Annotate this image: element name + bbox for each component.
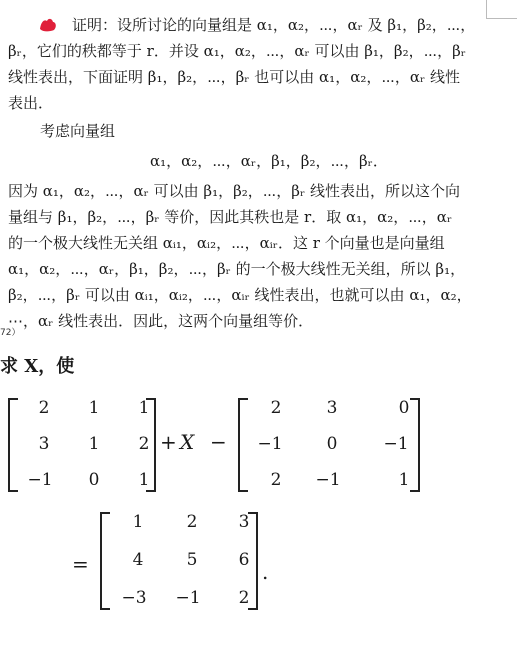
- equals-sign: =: [72, 552, 89, 576]
- variable-x: X: [180, 430, 195, 454]
- matrix-3-left-bracket: [100, 512, 110, 610]
- matrix-1-cell: 3: [38, 434, 50, 454]
- matrix-2-cell: −1: [315, 470, 341, 490]
- matrix-2-cell: 2: [270, 398, 282, 418]
- period: .: [262, 560, 269, 584]
- matrix-3-cell: 2: [186, 512, 198, 532]
- matrix-1-cell: 2: [38, 398, 50, 418]
- matrix-2-cell: −1: [383, 434, 409, 454]
- matrix-3-cell: 3: [238, 512, 250, 532]
- page-corner-border: [486, 0, 517, 19]
- vector-group-formula: α₁，α₂，⋯，αᵣ，β₁，β₂，⋯，βᵣ．: [150, 152, 388, 170]
- matrix-2-cell: 3: [326, 398, 338, 418]
- page-number: 72）: [0, 328, 21, 338]
- matrix-2-cell: −1: [257, 434, 283, 454]
- proof-line-4: 表出．: [8, 94, 54, 112]
- proof-line-5: 考虑向量组: [40, 122, 116, 140]
- matrix-2-left-bracket: [238, 398, 248, 492]
- matrix-1-cell: −1: [27, 470, 53, 490]
- matrix-1-cell: 0: [88, 470, 100, 490]
- proof-line-12: ⋯，αᵣ 线性表出．因此，这两个向量组等价．: [8, 312, 314, 330]
- matrix-3-cell: 4: [132, 550, 144, 570]
- plus-sign: +: [160, 430, 177, 454]
- matrix-2-cell: 2: [270, 470, 282, 490]
- proof-line-10: α₁，α₂，⋯，αᵣ，β₁，β₂，⋯，βᵣ 的一个极大线性无关组，所以 β₁，: [8, 260, 466, 278]
- proof-line-1: 证明：设所讨论的向量组是 α₁，α₂，⋯，αᵣ 及 β₁，β₂，⋯，: [72, 16, 476, 34]
- proof-line-8: 量组与 β₁，β₂，⋯，βᵣ 等价，因此其秩也是 r．取 α₁，α₂，⋯，αᵣ: [8, 208, 453, 226]
- proof-line-9: 的一个极大线性无关组 αᵢ₁，αᵢ₂，⋯，αᵢᵣ．这 r 个向量也是向量组: [8, 234, 445, 252]
- matrix-1-left-bracket: [8, 398, 18, 492]
- matrix-2-cell: 0: [398, 398, 410, 418]
- matrix-2-cell: 0: [326, 434, 338, 454]
- matrix-3-cell: −1: [175, 588, 201, 608]
- matrix-1-cell: 1: [138, 398, 150, 418]
- proof-line-11: β₂，⋯，βᵣ 可以由 αᵢ₁，αᵢ₂，⋯，αᵢᵣ 线性表出，也就可以由 α₁，α₂，: [8, 286, 472, 304]
- proof-line-2: βᵣ，它们的秩都等于 r．并设 α₁，α₂，⋯，αᵣ 可以由 β₁，β₂，⋯，βᵣ: [8, 42, 466, 60]
- matrix-1-cell: 2: [138, 434, 150, 454]
- matrix-3-cell: 5: [186, 550, 198, 570]
- proof-line-7: 因为 α₁，α₂，⋯，αᵣ 可以由 β₁，β₂，⋯，βᵣ 线性表出，所以这个向: [8, 182, 460, 200]
- problem-heading: 求 X，使: [0, 356, 75, 377]
- matrix-1-cell: 1: [88, 398, 100, 418]
- minus-sign: −: [210, 430, 227, 454]
- matrix-1-cell: 1: [88, 434, 100, 454]
- matrix-2-cell: 1: [398, 470, 410, 490]
- proof-line-3: 线性表出，下面证明 β₁，β₂，⋯，βᵣ 也可以由 α₁，α₂，⋯，αᵣ 线性: [8, 68, 460, 86]
- matrix-3-cell: 2: [238, 588, 250, 608]
- matrix-3-cell: 6: [238, 550, 250, 570]
- matrix-3-cell: −3: [121, 588, 147, 608]
- matrix-1-cell: 1: [138, 470, 150, 490]
- matrix-3-cell: 1: [132, 512, 144, 532]
- red-highlight-mark: [38, 17, 58, 33]
